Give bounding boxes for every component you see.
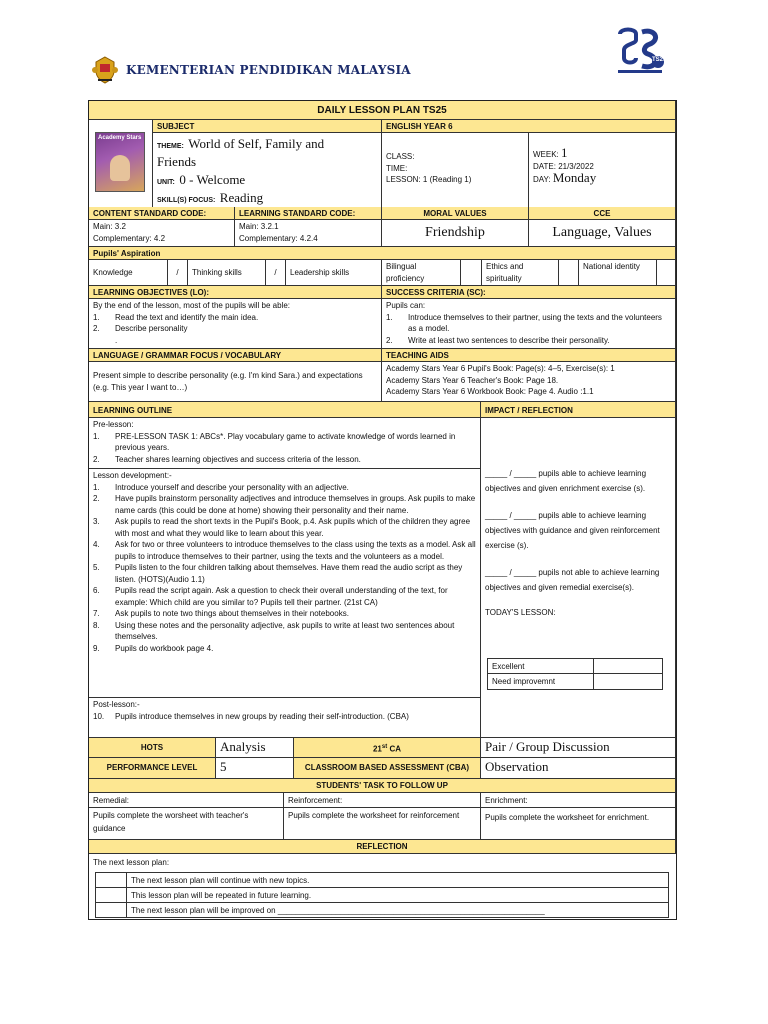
aspiration-thinking: Thinking skills — [188, 260, 266, 286]
content-standard-cell — [89, 220, 235, 247]
followup-label: STUDENTS' TASK TO FOLLOW UP — [89, 779, 676, 793]
need-improvement-label: Need improvemnt — [487, 673, 594, 690]
ca-value: Pair / Group Discussion — [481, 738, 676, 758]
reflection-options — [95, 872, 669, 918]
ministry-header — [90, 52, 411, 88]
impact-cell — [481, 418, 676, 738]
option-continue: The next lesson plan will continue with new topics. — [126, 872, 669, 888]
option-checkbox[interactable] — [95, 887, 127, 903]
enrichment-label: Enrichment: — [481, 793, 676, 808]
plan-title: DAILY LESSON PLAN TS25 — [89, 101, 676, 120]
lesson-development-label: Lesson development:- — [93, 471, 172, 480]
dev-item: 3. Ask pupils to read the short texts in the Pupil's Book, p.4. Ask pupils which of the children they agree with most and what they would like to learn about this year. — [93, 517, 471, 538]
lo-dot: . — [115, 335, 118, 345]
option-checkbox[interactable] — [95, 872, 127, 888]
learning-main: Main: 3.2.1 — [239, 222, 279, 231]
week-label: WEEK: — [533, 150, 559, 159]
lo-item: 1. Read the text and identify the main idea. — [93, 312, 259, 322]
impact-item: _____ / _____ pupils able to achieve learning objectives and given enrichment exercise (s). — [485, 469, 647, 493]
week-cell — [529, 133, 676, 211]
aspiration-ethics: Ethics and spirituality — [482, 260, 559, 286]
pre-lesson-label: Pre-lesson: — [93, 420, 134, 429]
reinforcement-label: Reinforcement: — [284, 793, 481, 808]
sc-label: SUCCESS CRITERIA (SC): — [382, 286, 676, 299]
aid-item: Academy Stars Year 6 Teacher's Book: Page 18. — [386, 375, 559, 385]
excellent-label: Excellent — [487, 658, 594, 674]
aids-cell — [382, 362, 676, 402]
aspiration-ethics-mark — [559, 260, 579, 286]
lo-label: LEARNING OBJECTIVES (LO): — [89, 286, 382, 299]
sc-item: 1. Introduce themselves to their partner, using the texts and the volunteers as a model. — [386, 312, 662, 333]
pre-lesson-cell — [89, 418, 481, 469]
moral-values-label: MORAL VALUES — [382, 207, 529, 220]
hots-label: HOTS — [89, 738, 216, 758]
aids-label: TEACHING AIDS — [382, 349, 676, 362]
day-value: Monday — [552, 170, 597, 185]
class-label: CLASS: — [386, 152, 415, 161]
language-label: LANGUAGE / GRAMMAR FOCUS / VOCABULARY — [89, 349, 382, 362]
aid-item: Academy Stars Year 6 Workbook Book: Page 4. Audio :1.1 — [386, 387, 594, 396]
aspiration-thinking-mark: / — [266, 260, 286, 286]
impact-item: _____ / _____ pupils not able to achieve learning objectives and given remedial exercise(s). — [485, 568, 660, 592]
remedial-label: Remedial: — [89, 793, 284, 808]
theme-cell — [153, 133, 382, 211]
ts25-logo-text: TS25 — [652, 57, 667, 63]
sc-intro: Pupils can: — [386, 301, 426, 310]
subject-value: ENGLISH YEAR 6 — [382, 120, 676, 133]
ca-suffix: CA — [387, 744, 402, 754]
book-cover-title: Academy Stars — [98, 135, 142, 141]
aspiration-label: Pupils' Aspiration — [89, 247, 676, 260]
ts25-logo — [614, 26, 666, 76]
learning-standard-label: LEARNING STANDARD CODE: — [235, 207, 382, 220]
dev-item: 4. Ask for two or three volunteers to introduce themselves to the class using the texts as a model. Ask all pupils to introduce themselves to their partner, using the texts and the volunteers as a model. — [93, 540, 476, 561]
pre-lesson-item: 1. PRE-LESSON TASK 1: ABCs*. Play vocabulary game to activate knowledge of words learned in previous years. — [93, 431, 456, 452]
lo-intro: By the end of the lesson, most of the pupils will be able: — [93, 301, 291, 310]
next-lesson-label: The next lesson plan: — [93, 858, 170, 867]
unit-value: 0 - Welcome — [179, 172, 246, 187]
ca-sup: st — [381, 744, 388, 750]
theme-value-2: Friends — [157, 154, 196, 169]
language-text: Present simple to describe personality (e.g. I'm kind Sara.) and expectations (e.g. This year I want to…) — [89, 362, 382, 402]
week-value: 1 — [561, 145, 568, 160]
post-lesson-item: 10. Pupils introduce themselves in new groups by reading their self-introduction. (CBA) — [93, 711, 409, 721]
excellent-mark — [593, 658, 663, 674]
dev-item: 1. Introduce yourself and describe your personality with an adjective. — [93, 482, 349, 492]
option-improve: The next lesson plan will be improved on ____________________________________________________________ — [126, 902, 669, 918]
aspiration-bilingual: Bilingual proficiency — [382, 260, 461, 286]
ca-label: 21 — [372, 744, 382, 754]
cce-value: Language, Values — [529, 220, 676, 247]
post-lesson-cell — [89, 698, 481, 738]
sc-item: 2. Write at least two sentences to describe their personality. — [386, 335, 610, 345]
moral-value: Friendship — [382, 220, 529, 247]
reinforcement-text: Pupils complete the worksheet for reinforcement — [284, 808, 481, 840]
aspiration-knowledge-mark: / — [168, 260, 188, 286]
remedial-text: Pupils complete the worsheet with teacher's guidance — [89, 808, 284, 840]
impact-item: _____ / _____ pupils able to achieve learning objectives with guidance and given reinforcement exercise (s). — [485, 511, 660, 550]
option-repeat: This lesson plan will be repeated in future learning. — [126, 887, 669, 903]
lesson-label: LESSON: 1 (Reading 1) — [386, 175, 472, 184]
cba-value: Observation — [481, 758, 676, 779]
lesson-development-cell — [89, 469, 481, 698]
option-checkbox[interactable] — [95, 902, 127, 918]
skill-value: Reading — [219, 190, 264, 205]
aspiration-knowledge: Knowledge — [89, 260, 168, 286]
time-label: TIME: — [386, 163, 408, 173]
cba-label: CLASSROOM BASED ASSESSMENT (CBA) — [294, 758, 481, 779]
dev-item: 6. Pupils read the script again. Ask a question to check their overall understanding of the text, for example: Which child are you similar to? Pupils tell their partner. (21st CA) — [93, 586, 448, 607]
learning-complementary: Complementary: 4.2.4 — [239, 233, 318, 243]
sc-cell — [382, 299, 676, 349]
content-main: Main: 3.2 — [93, 222, 126, 231]
performance-value: 5 — [216, 758, 294, 779]
post-lesson-label: Post-lesson:- — [93, 700, 140, 709]
lo-cell — [89, 299, 382, 349]
day-label: DAY: — [533, 175, 551, 184]
content-complementary: Complementary: 4.2 — [93, 233, 166, 243]
aspiration-leadership: Leadership skills — [286, 260, 382, 286]
theme-value: World of Self, Family and — [188, 136, 325, 151]
learning-standard-cell — [235, 220, 382, 247]
hots-value: Analysis — [216, 738, 294, 758]
pre-lesson-item: 2. Teacher shares learning objectives and success criteria of the lesson. — [93, 454, 361, 464]
theme-label: THEME: — [157, 143, 184, 150]
todays-lesson-table — [487, 658, 663, 690]
book-cover-image — [95, 132, 145, 192]
lo-item: 2. Describe personality — [93, 324, 188, 333]
cce-label: CCE — [529, 207, 676, 220]
dev-item: 8. Using these notes and the personality adjective, ask pupils to write at least two sentences about themselves. — [93, 620, 455, 641]
ministry-name: KEMENTERIAN PENDIDIKAN MALAYSIA — [126, 63, 411, 77]
subject-label: SUBJECT — [153, 120, 382, 133]
unit-label: UNIT: — [157, 179, 175, 186]
date-label: DATE: 21/3/2022 — [533, 161, 594, 171]
performance-label: PERFORMANCE LEVEL — [89, 758, 216, 779]
dev-item: 7. Ask pupils to note two things about themselves in their notebooks. — [93, 609, 349, 618]
aid-item: Academy Stars Year 6 Pupil's Book: Page(s): 4–5, Exercise(s): 1 — [386, 364, 615, 373]
reflection-label: REFLECTION — [89, 840, 676, 854]
enrichment-text: Pupils complete the worksheet for enrichment. — [481, 808, 676, 840]
dev-item: 9. Pupils do workbook page 4. — [93, 643, 214, 653]
content-standard-label: CONTENT STANDARD CODE: — [89, 207, 235, 220]
aspiration-national-mark — [657, 260, 676, 286]
dev-item: 5. Pupils listen to the four children talking about themselves. Have them read the audio script as they listen. (HOTS)(Audio 1.1) — [93, 563, 463, 584]
lesson-plan-sheet — [88, 100, 677, 920]
coat-of-arms-icon — [90, 55, 120, 85]
class-cell — [382, 133, 529, 211]
aspiration-bilingual-mark — [461, 260, 482, 286]
todays-lesson-label: TODAY'S LESSON: — [485, 608, 556, 617]
impact-label: IMPACT / REFLECTION — [481, 402, 676, 418]
skill-label: SKILL(S) FOCUS: — [157, 197, 216, 204]
dev-item: 2. Have pupils brainstorm personality adjectives and introduce themselves in groups. Ask pupils to make name cards (this could be done at home) showing their personality and their name. — [93, 494, 476, 515]
ca-label-cell — [294, 738, 481, 758]
book-cover-cell — [89, 120, 153, 211]
aspiration-national: National identity — [579, 260, 657, 286]
need-improvement-mark — [593, 673, 663, 690]
outline-label: LEARNING OUTLINE — [89, 402, 481, 418]
